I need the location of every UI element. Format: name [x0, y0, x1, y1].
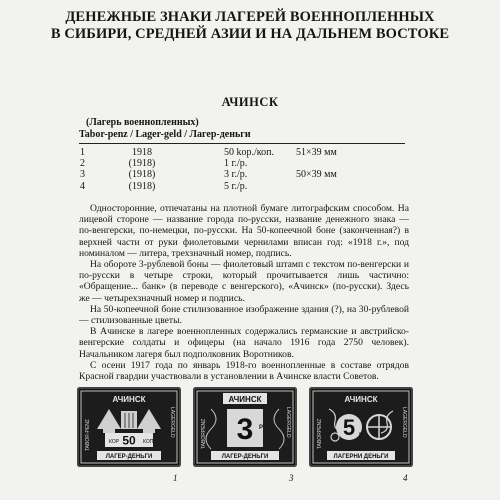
- banknote-bottom: ЛАГЕРНИ ДЕНЬГИ: [333, 454, 389, 460]
- paragraph-reverse: На обороте 3-рублевой боны — фиолетовый штамп с текстом по-венгерски и по-русски в четыре строки, который прочитывается лишь частично: «Обращение... банк» (в переводе с венгерского), «Ачинск» (по-русски). Здесь же — четырехзначный номер и подпись.: [79, 259, 409, 304]
- catalog-number: 2: [80, 158, 85, 170]
- catalog-year: (1918): [128, 180, 156, 192]
- catalog-year: (1918): [128, 169, 156, 181]
- paragraph-camp-history: В Ачинске в лагере военнопленных содержались германские и австрийско-венгерские солдаты и офицеры (на начало 1916 года 2750 человек). Начальником лагеря был подполковник Воротников.: [79, 326, 409, 360]
- banknote-city: АЧИНСК: [112, 395, 146, 404]
- paragraph-description: Односторонние, отпечатаны на плотной бумаге литографским способом. На лицевой стороне — название города по-русски, название денежного знака — по-венгерски, по-немецки, по-русски. На 50-копеечной боне (законченная?) в верхней части от руки фиолетовыми чернилами вписан год: «1918 г.», под номиналом — литера, трехзначный номер, подпись.: [79, 203, 409, 259]
- section-subtitle: (Лагерь военнопленных): [86, 117, 199, 128]
- banknote-50-kop-image: [77, 387, 181, 467]
- banknote-side-left: TABORPENZ: [317, 418, 323, 449]
- banknote-unit-right: Р: [359, 433, 364, 439]
- banknote-unit-right: Р: [259, 425, 264, 431]
- catalog-denomination: 5 г./р.: [224, 180, 248, 192]
- banknote-3-rub-image: [193, 387, 297, 467]
- table-row: [80, 158, 400, 169]
- page-title-line-1: ДЕНЕЖНЫЕ ЗНАКИ ЛАГЕРЕЙ ВОЕННОПЛЕННЫХ: [65, 9, 435, 25]
- banknote-value: 3: [236, 413, 254, 446]
- catalog-size: 50×39 мм: [296, 169, 337, 181]
- paragraph-imagery: На 50-копеечной боне стилизованное изображение здания (?), на 30-рублевой — стилизованные цветы.: [79, 303, 409, 327]
- catalog-year: (1918): [128, 158, 156, 170]
- divider-rule: [79, 143, 405, 144]
- catalog-denomination: 3 г./р.: [224, 169, 248, 181]
- table-row: [80, 181, 400, 192]
- figure-number: 4: [403, 473, 408, 483]
- catalog-denomination: 1 г./р.: [224, 158, 248, 170]
- banknote-unit-right: КОП: [143, 439, 154, 445]
- banknote-side-right: LAGERGELD: [401, 407, 407, 438]
- figure-number: 3: [289, 473, 294, 483]
- body-text: [79, 203, 409, 382]
- banknote-value: 50: [122, 433, 136, 448]
- catalog-year: 1918: [132, 147, 152, 158]
- figure-number: 1: [173, 473, 178, 483]
- catalog-number: 4: [80, 180, 85, 192]
- section-heading: АЧИНСК: [221, 95, 279, 109]
- banknote-bottom: ЛАГЕР-ДЕНЬГИ: [105, 454, 153, 460]
- banknote-5-rub-image: [309, 387, 413, 467]
- page-title: [40, 9, 460, 43]
- banknote-unit-left: КОР: [109, 439, 120, 445]
- banknote-city: АЧИНСК: [344, 395, 378, 404]
- catalog-number: 1: [80, 147, 85, 158]
- page-title-line-2: В СИБИРИ, СРЕДНЕЙ АЗИИ И НА ДАЛЬНЕМ ВОСТОКЕ: [50, 26, 450, 42]
- catalog-denomination: 50 kop./коп.: [224, 147, 274, 158]
- table-row: [80, 169, 400, 180]
- table-row: [80, 147, 400, 158]
- banknote-side-left: TABOR-PENZ: [85, 419, 91, 451]
- paragraph-red-guard: С осени 1917 года по январь 1918-го военнопленные в составе отрядов Красной гвардии участвовали в установлении в Ачинске власти Советов.: [79, 359, 409, 383]
- banknote-illustrations: [77, 387, 413, 483]
- banknote-side-left: TABORPENZ: [201, 418, 207, 449]
- banknote-city: АЧИНСК: [228, 395, 262, 404]
- catalog-number: 3: [80, 169, 85, 181]
- catalog-table: [80, 147, 400, 192]
- banknote-side-right: LAGERGELD: [169, 407, 175, 438]
- note-names: Tabor-penz / Lager-geld / Лагер-деньги: [79, 129, 251, 140]
- banknote-bottom: ЛАГЕР-ДЕНЬГИ: [221, 454, 269, 460]
- banknote-value: 5: [342, 415, 356, 440]
- catalog-size: 51×39 мм: [296, 147, 337, 158]
- banknote-side-right: LAGERGELD: [285, 407, 291, 438]
